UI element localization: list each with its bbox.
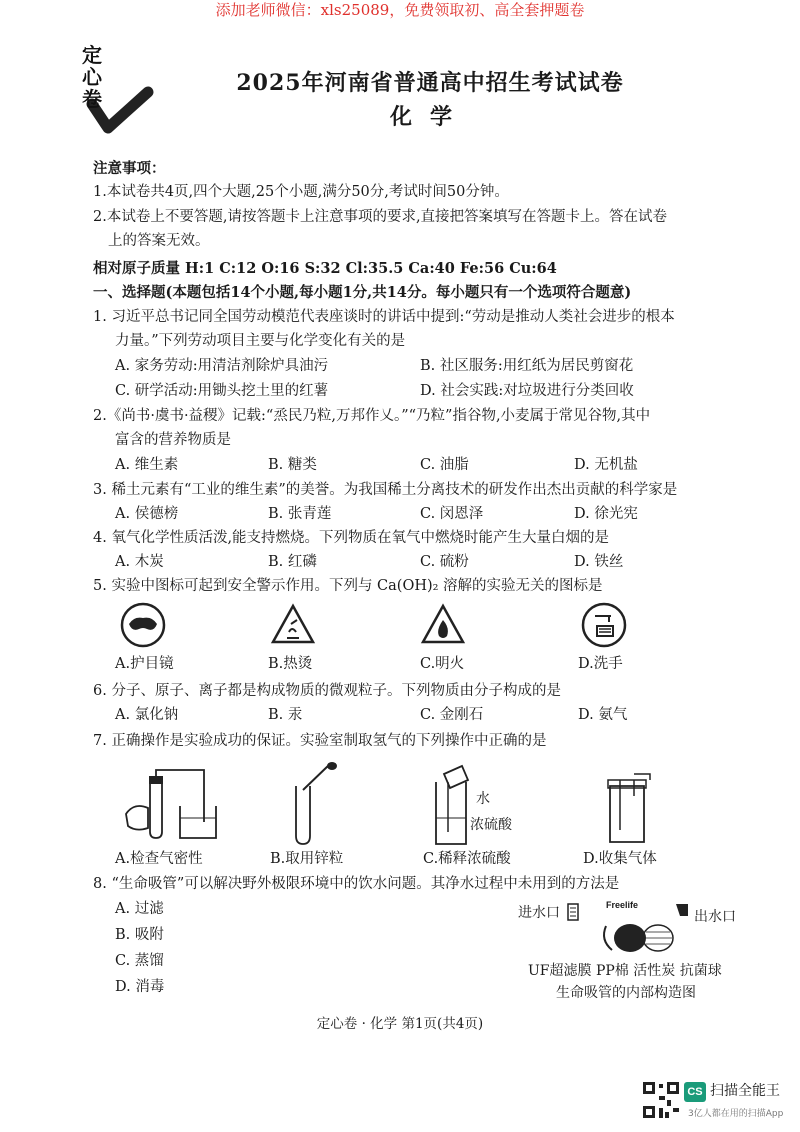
q8-option-d: D. 消毒 [115, 979, 165, 995]
q3-option-b: B. 张青莲 [268, 506, 332, 522]
q7-option-b: B.取用锌粒 [270, 851, 344, 867]
q3-stem: 3. 稀土元素有“工业的维生素”的美誉。为我国稀土分离技术的研发作出杰出贡献的科学家是 [93, 482, 678, 498]
q3-option-c: C. 闵恩泽 [420, 506, 484, 522]
q6-option-c: C. 金刚石 [420, 707, 484, 723]
q2-option-d: D. 无机盐 [574, 457, 638, 473]
q5-option-b: B.热烫 [268, 656, 313, 672]
brand-label: Freelife [606, 900, 639, 910]
q2-stem-cont: 富含的营养物质是 [115, 432, 231, 448]
straw-caption: 生命吸管的内部构造图 [556, 985, 696, 1001]
scanner-name: 扫描全能王 [710, 1083, 780, 1099]
q1-option-b: B. 社区服务:用红纸为居民剪窗花 [420, 358, 634, 374]
notice-item-2: 2.本试卷上不要答题,请按答题卡上注意事项的要求,直接把答案填写在答题卡上。答在试卷 [93, 209, 668, 225]
q8-option-c: C. 蒸馏 [115, 953, 164, 969]
open-flame-icon [420, 602, 466, 648]
q5-option-c: C.明火 [420, 656, 465, 672]
q3-option-a: A. 侯德榜 [115, 506, 179, 522]
q1-option-a: A. 家务劳动:用清洁剂除炉具油污 [115, 358, 329, 374]
dilute-acid-figure [428, 762, 474, 848]
q6-option-a: A. 氯化钠 [115, 707, 179, 723]
q2-option-c: C. 油脂 [420, 457, 469, 473]
q7-option-d: D.收集气体 [583, 851, 657, 867]
q7-stem: 7. 正确操作是实验成功的保证。实验室制取氢气的下列操作中正确的是 [93, 733, 547, 749]
q5-option-d: D.洗手 [578, 656, 623, 672]
page-footer: 定心卷 · 化学 第1页(共4页) [316, 1016, 484, 1032]
checkmark-stamp-icon [64, 40, 154, 140]
q4-option-a: A. 木炭 [115, 554, 164, 570]
section-heading: 一、选择题(本题包括14个小题,每小题1分,共14分。每小题只有一个选项符合题意) [93, 284, 632, 301]
q1-stem-cont: 力量。”下列劳动项目主要与化学变化有关的是 [115, 333, 406, 349]
q4-option-c: C. 硫粉 [420, 554, 469, 570]
stamp-text: 定心卷 [82, 43, 102, 111]
q6-stem: 6. 分子、原子、离子都是构成物质的微观粒子。下列物质由分子构成的是 [93, 683, 561, 699]
scanner-logo: CS [684, 1082, 706, 1102]
q5-option-a: A.护目镜 [115, 656, 174, 672]
q5-stem: 5. 实验中图标可起到安全警示作用。下列与 Ca(OH)₂ 溶解的实验无关的图标是 [93, 578, 603, 594]
q3-option-d: D. 徐光宪 [574, 506, 638, 522]
notice-heading: 注意事项： [93, 160, 166, 177]
q4-option-d: D. 铁丝 [574, 554, 624, 570]
q1-option-c: C. 研学活动:用锄头挖土里的红薯 [115, 383, 329, 399]
airtightness-check-figure [118, 768, 218, 844]
q6-option-b: B. 汞 [268, 707, 303, 723]
scanner-tagline: 3亿人都在用的扫描App [688, 1109, 784, 1119]
label-water: 水 [476, 791, 490, 807]
hot-surface-icon [270, 602, 316, 648]
atomic-mass: 相对原子质量 H:1 C:12 O:16 S:32 Cl:35.5 Ca:40 Fe:56 Cu:64 [93, 260, 557, 277]
notice-item-2-cont: 上的答案无效。 [108, 233, 210, 249]
q8-option-a: A. 过滤 [115, 901, 164, 917]
label-conc-acid: 浓硫酸 [470, 817, 512, 833]
exam-subject: 化学 [389, 104, 470, 130]
straw-parts-labels: UF超滤膜 PP棉 活性炭 抗菌球 [528, 963, 722, 979]
gas-collection-figure [600, 772, 660, 846]
wash-hands-icon [581, 602, 627, 648]
exam-title: 2025年河南省普通高中招生考试试卷 [236, 70, 624, 96]
zinc-granules-figure [286, 760, 342, 846]
q6-option-d: D. 氨气 [578, 707, 628, 723]
q1-option-d: D. 社会实践:对垃圾进行分类回收 [420, 383, 634, 399]
inlet-label: 进水口 [518, 905, 560, 921]
top-banner: 添加老师微信：xls25089，免费领取初、高全套押题卷 [215, 1, 585, 19]
lifestraw-figure [566, 900, 696, 956]
q4-stem: 4. 氧气化学性质活泼,能支持燃烧。下列物质在氧气中燃烧时能产生大量白烟的是 [93, 530, 610, 546]
q8-option-b: B. 吸附 [115, 927, 164, 943]
outlet-label: 出水口 [694, 909, 736, 925]
goggles-icon [120, 602, 166, 648]
q7-option-c: C.稀释浓硫酸 [423, 851, 511, 867]
q1-stem: 1. 习近平总书记同全国劳动模范代表座谈时的讲话中提到:“劳动是推动人类社会进步的根本 [93, 309, 675, 325]
q8-stem: 8. “生命吸管”可以解决野外极限环境中的饮水问题。其净水过程中未用到的方法是 [93, 876, 620, 892]
q2-stem: 2.《尚书·虞书·益稷》记载:“烝民乃粒,万邦作乂。”“乃粒”指谷物,小麦属于常见谷物,其中 [93, 408, 651, 424]
q2-option-b: B. 糖类 [268, 457, 317, 473]
q2-option-a: A. 维生素 [115, 457, 179, 473]
q7-option-a: A.检查气密性 [115, 851, 203, 867]
q4-option-b: B. 红磷 [268, 554, 317, 570]
qr-code-icon [641, 1080, 681, 1120]
notice-item-1: 1.本试卷共4页,四个大题,25个小题,满分50分,考试时间50分钟。 [93, 184, 509, 200]
